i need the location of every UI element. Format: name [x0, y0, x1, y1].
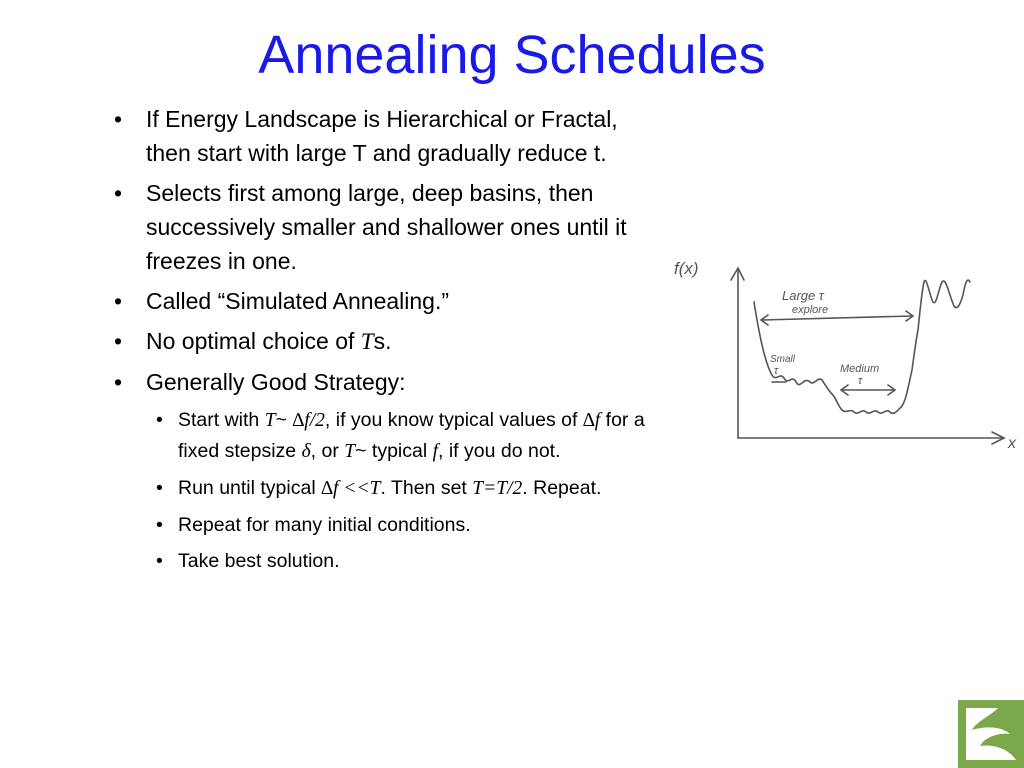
large-range-arrow — [762, 316, 912, 320]
sub-bullet-repeat: • Repeat for many initial conditions. — [152, 510, 708, 540]
bullet-simulated-annealing: • Called “Simulated Annealing.” — [108, 284, 708, 318]
symbol-T: T — [360, 329, 374, 354]
medium-tau-symbol: τ — [858, 375, 863, 387]
small-tau-symbol: τ — [774, 365, 779, 377]
bullet-good-strategy: • Generally Good Strategy: — [108, 365, 708, 399]
logo-icon — [958, 700, 1024, 768]
sub-bullet-run: • Run until typical ∆f <<T. Then set T=T/2. Repeat. — [152, 473, 668, 504]
bullet-optimal-choice: • No optimal choice of Ts. — [108, 324, 708, 359]
sub-bullet-list — [108, 405, 708, 576]
slide-title: Annealing Schedules — [258, 25, 766, 85]
bullet-list — [108, 102, 708, 582]
sub-bullet-best: • Take best solution. — [152, 546, 708, 576]
sub-bullet-start: • Start with T~ ∆f/2, if you know typical values of ∆f for a fixed stepsize δ, or T~ typical f, if you do not. — [152, 405, 668, 467]
bullet-basins: • Selects first among large, deep basins, then successively smaller and shallower ones until it freezes in one. — [108, 176, 706, 278]
bullet-hierarchical: • If Energy Landscape is Hierarchical or Fractal, then start with large T and gradually reduce t. — [108, 102, 636, 170]
small-tau-label: Small — [770, 354, 796, 365]
x-axis-label: x — [1008, 435, 1016, 452]
medium-tau-label: Medium — [840, 363, 880, 375]
explore-label: explore — [792, 304, 829, 316]
large-tau-label: Large τ — [782, 288, 824, 303]
energy-landscape-sketch — [668, 240, 1024, 460]
y-axis-label: f(x) — [674, 259, 699, 278]
